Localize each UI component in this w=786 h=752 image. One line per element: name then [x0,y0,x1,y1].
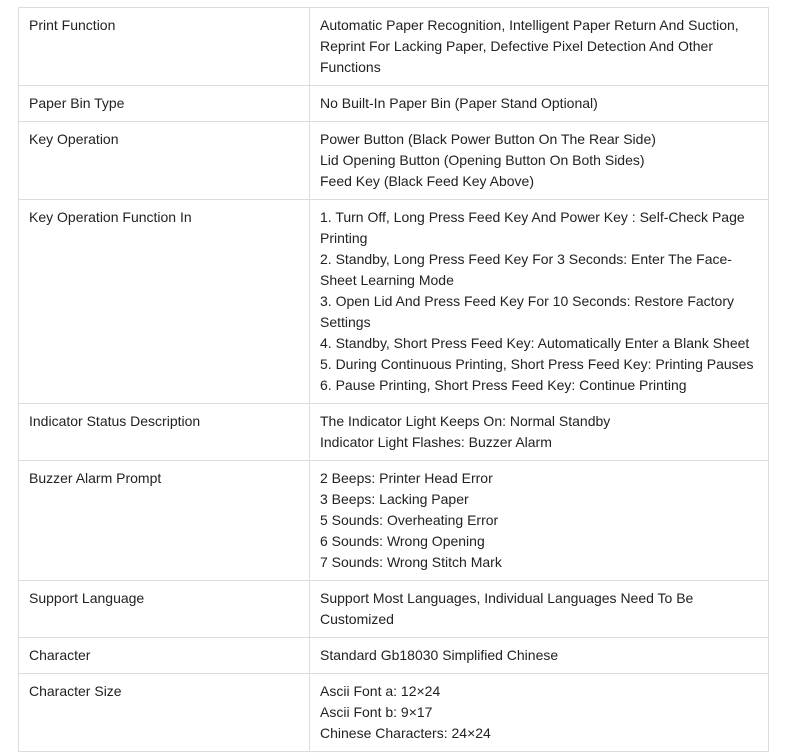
spec-value-line: Automatic Paper Recognition, Intelligent Paper Return And Suction, Reprint For Lacking Paper, Defective Pixel Detection And Other Functions [320,17,739,75]
spec-value-line: 2 Beeps: Printer Head Error [320,470,493,486]
spec-value [310,674,769,752]
table-row [19,581,769,638]
spec-value-line: 1. Turn Off, Long Press Feed Key And Power Key : Self-Check Page Printing [320,209,745,246]
spec-label: Buzzer Alarm Prompt [19,461,310,581]
table-row [19,674,769,752]
spec-value [310,86,769,122]
spec-value-line: Power Button (Black Power Button On The Rear Side) [320,131,656,147]
spec-value [310,122,769,200]
spec-label: Key Operation Function In [19,200,310,404]
spec-value-line: Indicator Light Flashes: Buzzer Alarm [320,434,552,450]
spec-label: Print Function [19,8,310,86]
spec-value-line: Chinese Characters: 24×24 [320,725,491,741]
spec-value-line: 6 Sounds: Wrong Opening [320,533,485,549]
spec-value-line: 2. Standby, Long Press Feed Key For 3 Seconds: Enter The Face-Sheet Learning Mode [320,251,732,288]
table-row [19,122,769,200]
spec-value-line: Ascii Font a: 12×24 [320,683,441,699]
spec-value-line: 7 Sounds: Wrong Stitch Mark [320,554,502,570]
spec-value [310,404,769,461]
spec-value [310,581,769,638]
table-row [19,404,769,461]
spec-value-line: Feed Key (Black Feed Key Above) [320,173,534,189]
table-row [19,638,769,674]
spec-value-line: No Built-In Paper Bin (Paper Stand Optional) [320,95,598,111]
spec-value [310,8,769,86]
table-row [19,461,769,581]
table-row [19,8,769,86]
spec-value-line: Lid Opening Button (Opening Button On Both Sides) [320,152,645,168]
specifications-table-body [19,8,769,752]
spec-value-line: 6. Pause Printing, Short Press Feed Key: Continue Printing [320,377,687,393]
specifications-table [18,7,769,752]
spec-value-line: 4. Standby, Short Press Feed Key: Automatically Enter a Blank Sheet [320,335,750,351]
spec-label: Character Size [19,674,310,752]
table-row [19,86,769,122]
spec-value-line: The Indicator Light Keeps On: Normal Standby [320,413,611,429]
spec-label: Character [19,638,310,674]
table-row [19,200,769,404]
spec-value-line: 3. Open Lid And Press Feed Key For 10 Seconds: Restore Factory Settings [320,293,734,330]
spec-value-line: Ascii Font b: 9×17 [320,704,433,720]
spec-value-line: 5. During Continuous Printing, Short Press Feed Key: Printing Pauses [320,356,754,372]
spec-value [310,461,769,581]
spec-value-line: 3 Beeps: Lacking Paper [320,491,469,507]
spec-label: Paper Bin Type [19,86,310,122]
spec-value-line: 5 Sounds: Overheating Error [320,512,499,528]
spec-label: Indicator Status Description [19,404,310,461]
spec-value-line: Support Most Languages, Individual Languages Need To Be Customized [320,590,694,627]
spec-value [310,638,769,674]
spec-label: Key Operation [19,122,310,200]
spec-value [310,200,769,404]
spec-value-line: Standard Gb18030 Simplified Chinese [320,647,559,663]
spec-label: Support Language [19,581,310,638]
